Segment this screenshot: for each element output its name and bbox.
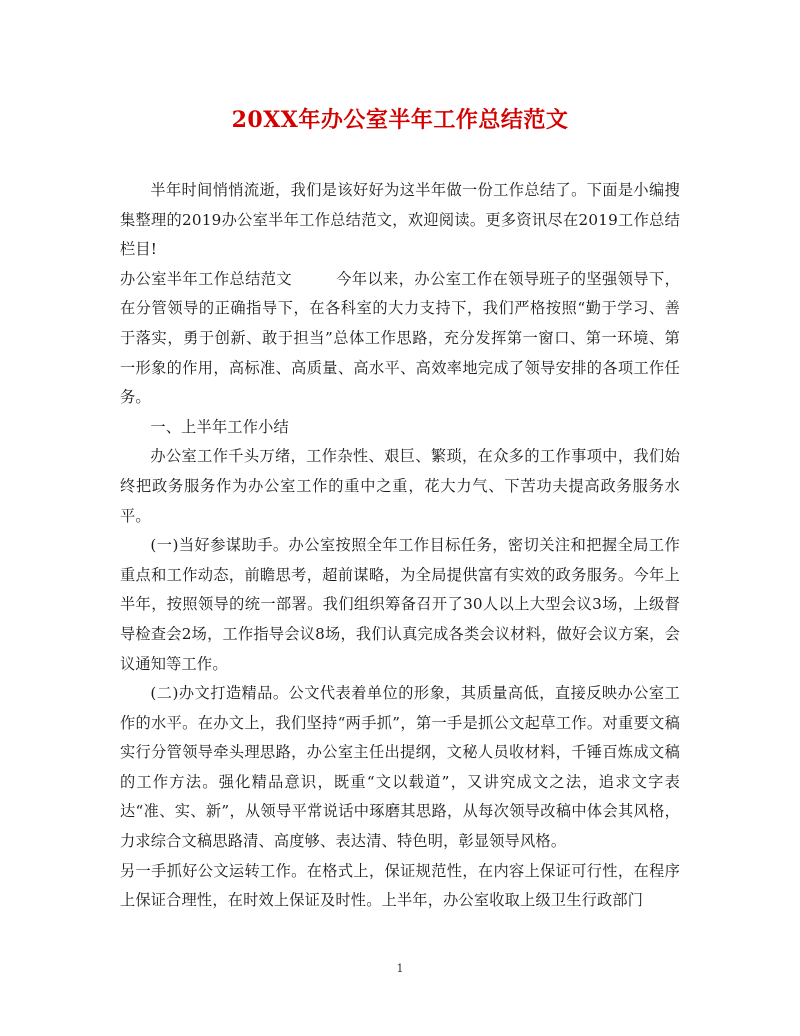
document-body (120, 176, 680, 916)
paragraph-intro: 半年时间悄悄流逝，我们是该好好为这半年做一份工作总结了。下面是小编搜集整理的2019办公室半年工作总结范文，欢迎阅读。更多资讯尽在2019工作总结栏目! (120, 181, 680, 259)
document-title: 20XX年办公室半年工作总结范文 (231, 107, 569, 133)
paragraph-documents: (二)办文打造精品。公文代表着单位的形象，其质量高低，直接反映办公室工作的水平。在办文上，我们坚持“两手抓”，第一手是抓公文起草工作。对重要文稿实行分管领导牵头理思路，办公室主任出提纲，文秘人员收材料，千锤百炼成文稿的工作方法。强化精品意识，既重“文以载道”，又讲究成文之法，追求文字表达“准、实、新”，从领导平常说话中琢磨其思路，从每次领导改稿中体会其风格，力求综合文稿思路清、高度够、表达清、特色明，彰显领导风格。 (120, 684, 680, 851)
paragraph-advisor: (一)当好参谋助手。办公室按照全年工作目标任务，密切关注和把握全局工作重点和工作动态，前瞻思考，超前谋略，为全局提供富有实效的政务服务。今年上半年，按照领导的统一部署。我们组织筹备召开了30人以上大型会议3场，上级督导检查会2场，工作指导会议8场，我们认真完成各类会议材料，做好会议方案，会议通知等工作。 (120, 536, 680, 673)
paragraph-summary: 办公室工作千头万绪，工作杂性、艰巨、繁琐，在众多的工作事项中，我们始终把政务服务作为办公室工作的重中之重，花大力气、下苦功夫提高政务服务水平。 (120, 447, 680, 525)
section-label: 办公室半年工作总结范文 (120, 269, 292, 288)
page-number: 1 (396, 962, 404, 975)
paragraph-overview: 今年以来，办公室工作在领导班子的坚强领导下，在分管领导的正确指导下，在各科室的大力支持下，我们严格按照“勤于学习、善于落实，勇于创新、敢于担当”总体工作思路，充分发挥第一窗口、第一环境、第一形象的作用，高标准、高质量、高水平、高效率地完成了领导安排的各项工作任务。 (120, 269, 680, 407)
section-heading: 一、上半年工作小结 (150, 417, 289, 436)
paragraph-section-lead (120, 265, 680, 413)
paragraph-circulation: 另一手抓好公文运转工作。在格式上，保证规范性，在内容上保证可行性，在程序上保证合理性，在时效上保证及时性。上半年，办公室收取上级卫生行政部门 (120, 861, 680, 910)
